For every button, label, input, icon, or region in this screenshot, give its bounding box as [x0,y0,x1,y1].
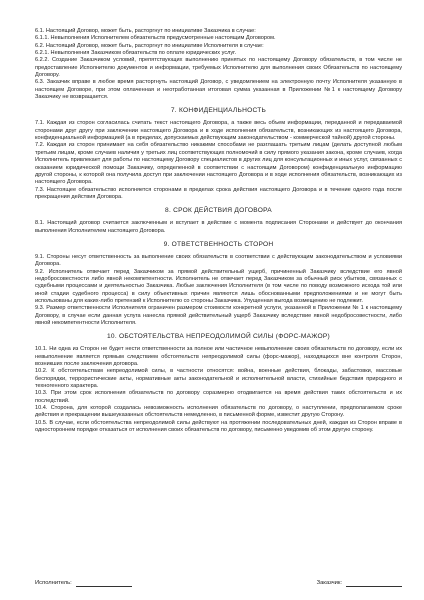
section-8-heading: 8. СРОК ДЕЙСТВИЯ ДОГОВОРА [165,207,272,215]
clause-10-5: 10.5. В случае, если обстоятельства непреодолимой силы действуют на протяжении последовательных дней, каждая из Сторон вправе в одностороннем порядке отказаться от исполнения своих обязательств по договору, письменно уведомив об этом другую сторону. [35,419,402,434]
section-9-items [35,254,402,327]
section-9-heading: 9. ОТВЕТСТВЕННОСТЬ СТОРОН [163,240,274,248]
clause-6-2-2: 6.2.2. Создание Заказчиком условий, препятствующих выполнению принятых по настоящему Договору обязательств, в том числе не предоставление Исполнителю документов и информации, требуемых Исполнителю для выполнения своих Обязательств по настоящему Договору. [35,57,402,79]
executor-signature [35,579,132,587]
clause-10-1: 10.1. Ни одна из Сторон не будет нести ответственности за полное или частичное невыполнение своих обязательств по договору, если их невыполнение является прямым следствием обстоятельств непреодолимой силы (форс-мажор), находящихся вне контроля Сторон, возникших после заключения договора. [35,346,402,368]
executor-signature-line [76,580,132,587]
signature-row [35,579,402,587]
clause-8-1: 8.1. Настоящий договор считается заключенным и вступает в действие с момента подписания Сторонами и действует до окончания выполнения Исполнителем настоящего Договора. [35,220,402,234]
clause-9-3: 9.3. Размер ответственности Исполнителя ограничен размером стоимости конкретной услуги, указанной в Приложении № 1 к настоящему Договору, в случае если данная услуга нанесла прямой действительный ущерб Заказчику вследствие явной недобросовестности, либо явной некомпетентности Исполнителя. [35,305,402,326]
clause-6-1: 6.1. Настоящий Договор, может быть, расторгнут по инициативе Заказчика в случае: [35,28,256,34]
section-10-items [35,346,402,434]
customer-signature [317,579,402,587]
clause-9-1: 9.1. Стороны несут ответственность за выполнение своих обязательств в соответствии с действующим законодательством и условиями Договора. [35,253,402,268]
clause-7-3: 7.3. Настоящее обязательство исполняется сторонами в пределах срока действия настоящего Договора и в течение одного года после прекращения действия Договора. [35,186,402,200]
section-6-items [35,28,402,101]
clause-9-2: 9.2. Исполнитель отвечает перед Заказчиком за прямой действительный ущерб, причиненный Заказчику вследствие его явной недобросовестности либо явной некомпетентности. Исполнитель не отвечает перед Заказчиком за обычный риск убытков, связанных с судебными процессами и деятельностью Заказчика. Любые заключения Исполнителя (в том числе по поводу возможного исхода той или иной стадии судебного процесса) в силу объективных причин являются лишь обоснованными предположениями и не могут быть использованы для каких-либо претензий к Исполнителю со стороны Заказчика. Упущенная выгода возмещению не подлежит. [35,268,402,304]
customer-colon: : [340,580,342,586]
clause-7-2: 7.2. Каждая из сторон принимает на себя обязательство никакими способами не разглашать третьим лицам (делать доступной любым третьим лицам, кроме случаев наличия у третьих лиц соответствующих полномочий в силу прямого указания закона, кроме случаев, когда Исполнитель привлекает для работы по настоящему Договору специалистов в других лиц для консультационных и иных услуг, связанных с оказанием юридической помощи Заказчику, определенной в соответствии с настоящим Договором) конфиденциальную информацию другой стороны, к которой она получила доступ при заключении настоящего Договора и в ходе исполнения обязательств, возникающих из настоящего Договора. [35,142,402,186]
executor-colon: : [70,580,72,586]
clause-6-1-1: 6.1.1. Невыполнения Исполнителем обязательств предусмотренные настоящим Договором. [35,35,276,42]
clause-6-2-1: 6.2.1. Невыполнения Заказчиком обязательств по оплате юридических услуг. [35,50,237,57]
clause-10-3: 10.3. При этом срок исполнения обязательств по договору соразмерно отодвигается на время действия таких обстоятельств и их последствий. [35,390,402,404]
customer-signature-line [346,580,402,587]
clause-10-2: 10.2. К обстоятельствам непреодолимой силы, в частности относятся: война, военные действия, блокады, забастовки, массовые беспорядки, террористические акты, нормативные акты законодательной и исполнительной власти, стихийные бедствия природного и техногенного характера. [35,368,402,390]
executor-label: Исполнитель [35,580,71,586]
section-10-heading: 10. ОБСТОЯТЕЛЬСТВА НЕПРЕОДОЛИМОЙ СИЛЫ (ФОРС-МАЖОР) [107,333,330,341]
clause-10-4: 10.4. Сторона, для которой создалась невозможность исполнения обязательств по договору, о наступлении, предполагаемом сроке действия и прекращении вышеуказанных обстоятельств немедленно, в письменной форме, известит другую Сторону. [35,405,402,419]
clause-7-1: 7.1. Каждая из сторон согласилась считать текст настоящего Договора, а также весь объем информации, переданной и передаваемой сторонами друг другу при заключении настоящего Договора и в ходе исполнения обязательств, возникающих из настоящего Договора, конфиденциальной информацией (а в пределах, допускаемых действующим законодательством - коммерческой тайной) другой стороны. [35,120,402,142]
clause-6-2: 6.2. Настоящий Договор, может быть, расторгнут по инициативе Исполнителя в случае: [35,42,264,49]
section-8-items [35,220,402,235]
section-7-items [35,120,402,201]
customer-label: Заказчик [316,580,341,586]
section-7-heading: 7. КОНФИДЕНЦИАЛЬНОСТЬ [170,107,267,115]
clause-6-3: 6.3. Заказчик вправе в любое время расторгнуть настоящий Договор, с уведомлением на электронную почту Исполнителя указанную в настоящем Договоре, при этом оплаченная и неотработанная итоговая сумма указанная в Приложении №1 к настоящему Договору Заказчику не возвращается. [35,79,402,101]
